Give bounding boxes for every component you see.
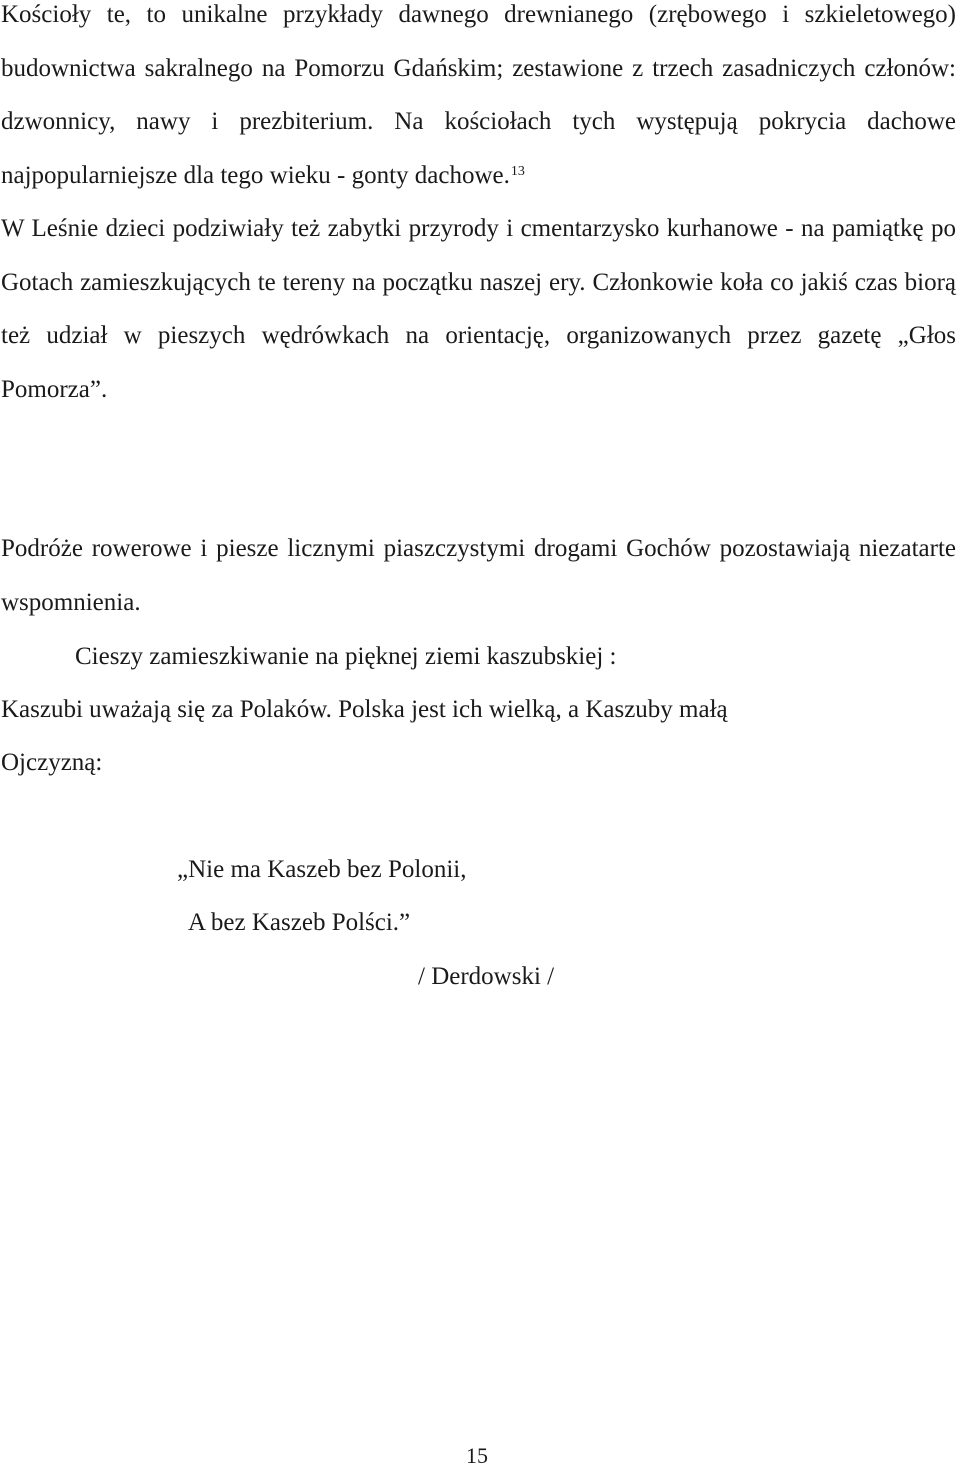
paragraph-lesno-text: W Leśnie dzieci podziwiały też zabytki przyrody i cmentarzysko kurhanowe - na pamiątkę po Gotach zamieszkujących te tereny na początku naszej ery. Członkowie koła co jakiś czas biorą też udział w pieszych wędrówkach na orientację, organizowanych przez gazetę „Głos Pomorza”. (1, 215, 956, 403)
paragraph-churches-and-lesno (1, 0, 956, 416)
paragraph-kashubian-land-line-2: Kaszubi uważają się za Polaków. Polska jest ich wielką, a Kaszuby małą (1, 696, 728, 723)
paragraph-cycling-trips: Podróże rowerowe i piesze licznymi piaszczystymi drogami Gochów pozostawiają niezatarte wspomnienia. (1, 535, 956, 616)
footnote-reference: 13 (510, 163, 525, 179)
quote-attribution: / Derdowski / (418, 963, 555, 990)
paragraph-churches-text: Kościoły te, to unikalne przykłady dawnego drewnianego (zrębowego i szkieletowego) budownictwa sakralnego na Pomorzu Gdańskim; zestawione z trzech zasadniczych członów: dzwonnicy, nawy i prezbiterium. Na kościołach tych występują pokrycia dachowe najpopularniejsze dla tego wieku - gonty dachowe. (1, 1, 956, 189)
quote-line-2: A bez Kaszeb Polści.” (188, 909, 411, 936)
page-number: 15 (466, 1443, 488, 1468)
paragraph-kashubian-land-line-3: Ojczyzną: (1, 749, 103, 776)
quote-line-1: „Nie ma Kaszeb bez Polonii, (177, 856, 467, 883)
paragraph-kashubian-land-line-1: Cieszy zamieszkiwanie na pięknej ziemi kaszubskiej : (75, 643, 617, 670)
